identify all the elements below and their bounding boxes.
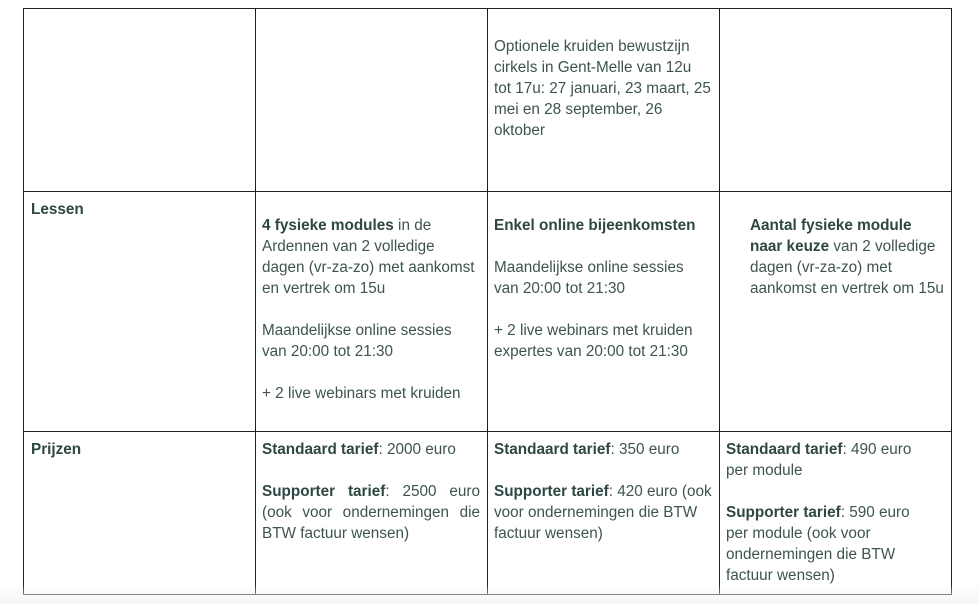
lessen-col2-modules — [262, 215, 480, 299]
prijzen-col3-supporter — [494, 481, 712, 544]
prijzen-col4-standard-label: Standaard tarief — [726, 441, 843, 458]
prijzen-col4-standard-value: : 490 euro per module — [726, 441, 912, 479]
prijzen-col3-standard — [494, 439, 712, 460]
prijzen-col3-cell — [494, 439, 712, 544]
lessen-col4-modules — [750, 215, 948, 299]
lessen-col2-modules-bold: 4 fysieke modules — [262, 217, 394, 234]
column-divider-1 — [255, 8, 256, 595]
lessen-col2-webinars: + 2 live webinars met kruiden — [262, 385, 461, 402]
prijzen-col3-supporter-label: Supporter tarief — [494, 483, 609, 500]
lessen-col4-cell — [750, 215, 948, 299]
prijzen-col4-supporter-label: Supporter tarief — [726, 504, 841, 521]
lessen-col3-webinars: + 2 live webinars met kruiden expertes van 20:00 tot 21:30 — [494, 322, 693, 360]
prijzen-col3-standard-label: Standaard tarief — [494, 441, 611, 458]
top-row-col3-cell — [494, 36, 712, 141]
lessen-col3-cell — [494, 215, 712, 362]
table-left-border — [23, 8, 24, 595]
lessen-col2-online: Maandelijkse online sessies van 20:00 tot 21:30 — [262, 322, 452, 360]
prijzen-col2-standard — [262, 439, 480, 460]
lessen-col2-cell — [262, 215, 480, 404]
table-right-border — [951, 8, 952, 595]
prijzen-col3-supporter-value: : 420 euro (ook voor ondernemingen die BTW factuur wensen) — [494, 483, 712, 542]
prijzen-col3-standard-value: : 350 euro — [610, 441, 680, 458]
lessen-col3-online: Maandelijkse online sessies van 20:00 tot 21:30 — [494, 259, 684, 297]
lessen-label: Lessen — [31, 201, 84, 218]
prijzen-label: Prijzen — [31, 441, 82, 458]
column-divider-3 — [719, 8, 720, 595]
prijzen-col4-standard — [726, 439, 932, 481]
prijzen-col2-supporter — [262, 481, 480, 544]
lessen-col3-heading-bold: Enkel online bijeenkomsten — [494, 217, 696, 234]
lessen-col4-modules-rest: van 2 volledige dagen (vr-za-zo) met aankomst en vertrek om 15u — [750, 238, 944, 297]
gent-melle-circles-text: Optionele kruiden bewustzijn cirkels in Gent-Melle van 12u tot 17u: 27 januari, 23 maart, 25 mei en 28 september, 26 oktober — [494, 38, 711, 139]
prijzen-col2-standard-label: Standaard tarief — [262, 441, 379, 458]
prijzen-col2-supporter-label: Supporter tarief — [262, 483, 386, 500]
prijzen-col4-supporter — [726, 502, 932, 586]
prijzen-col2-cell — [262, 439, 480, 544]
lessen-col4-modules-bold: Aantal fysieke module naar keuze — [750, 217, 912, 255]
lessen-col2-modules-rest: in de Ardennen van 2 volledige dagen (vr-za-zo) met aankomst en vertrek om 15u — [262, 217, 475, 297]
prijzen-col4-cell — [726, 439, 932, 586]
lessen-col3-heading — [494, 215, 712, 236]
prijzen-col2-supporter-value: : 2500 euro (ook voor ondernemingen die BTW factuur wensen) — [262, 483, 480, 542]
prijzen-col4-supporter-value: : 590 euro per module (ook voor ondernemingen die BTW factuur wensen) — [726, 504, 910, 584]
column-divider-2 — [487, 8, 488, 595]
prijzen-col2-standard-value: : 2000 euro — [378, 441, 456, 458]
